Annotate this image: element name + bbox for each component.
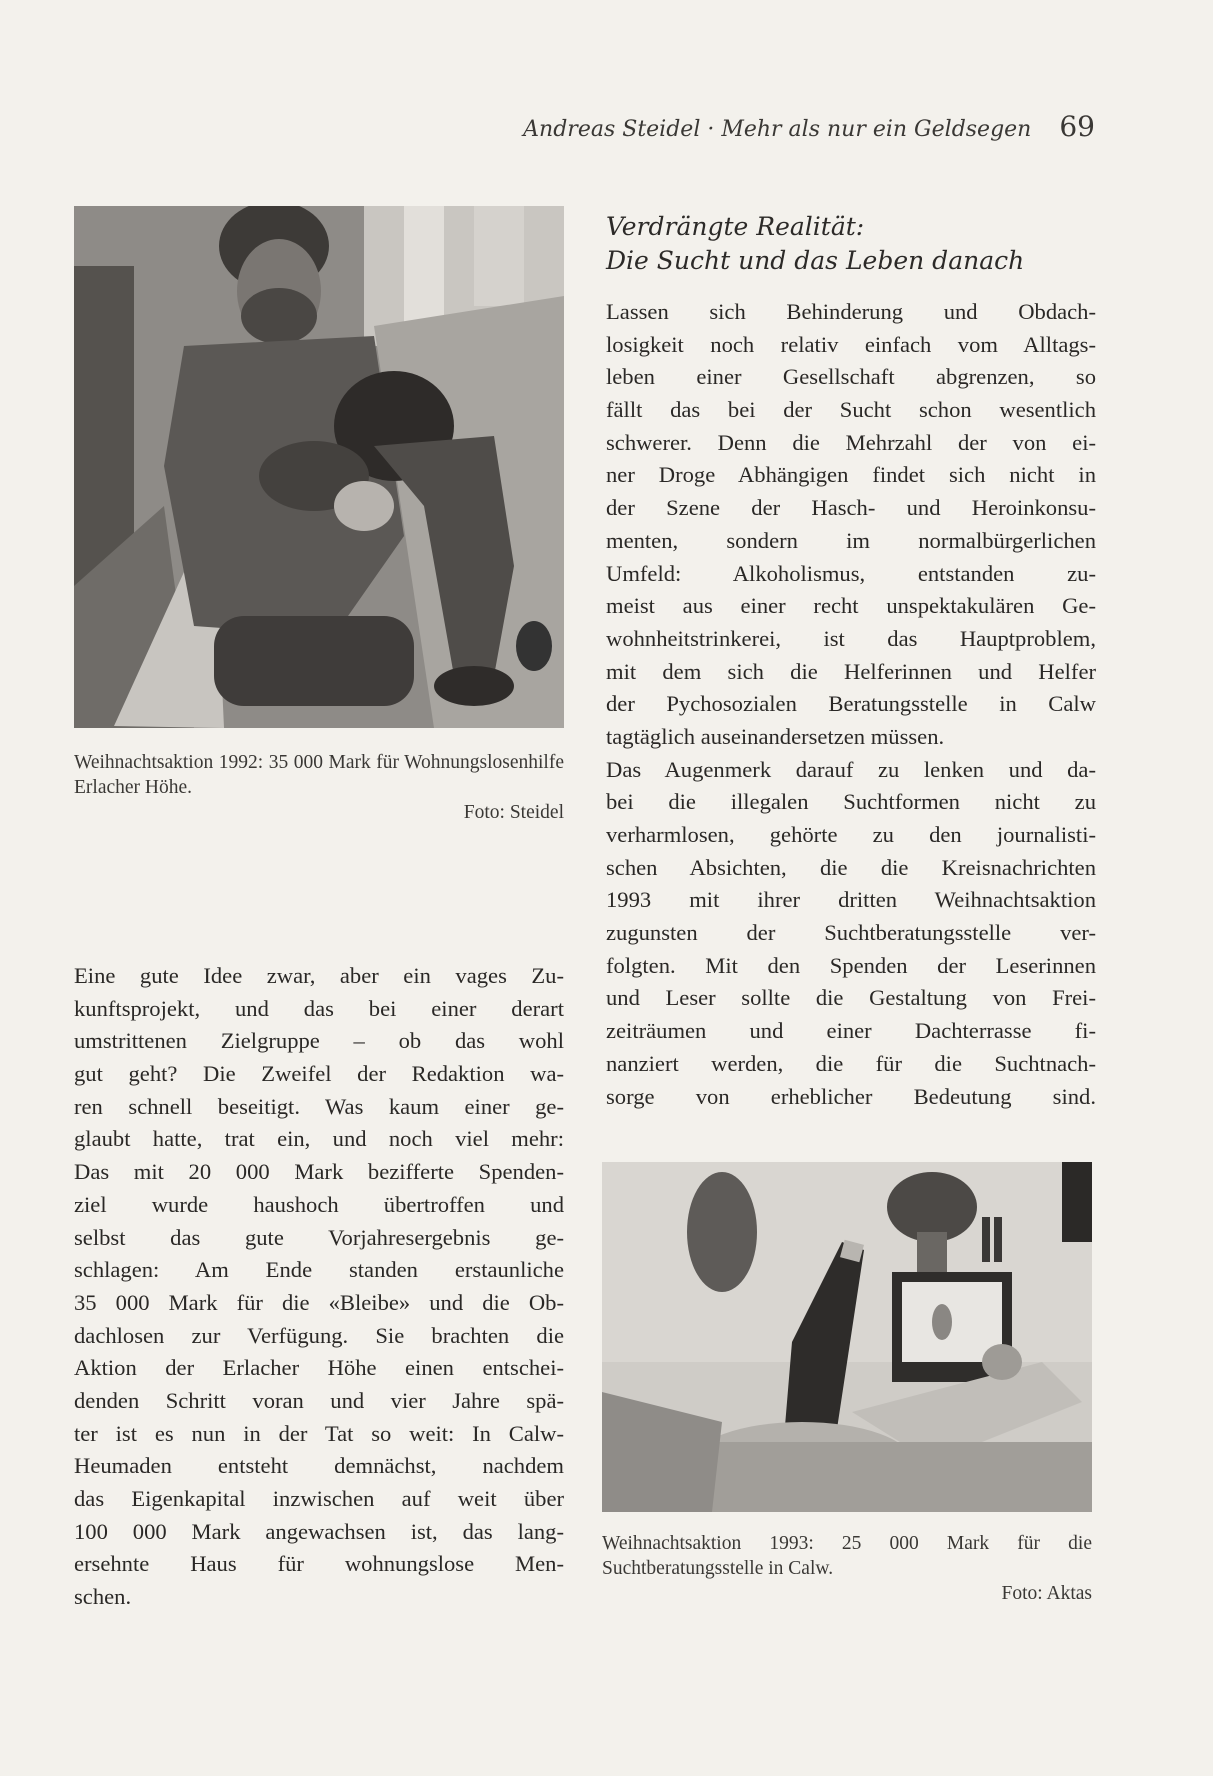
text-line: gut geht? Die Zweifel der Redaktion wa-	[74, 1061, 564, 1087]
text-line: Das Augenmerk darauf zu lenken und da-	[606, 756, 1096, 782]
text-line: kunftsprojekt, und das bei einer derart	[74, 995, 564, 1021]
section-heading-line1: Verdrängte Realität:	[606, 212, 865, 241]
text-line: sorge von erheblicher Bedeutung sind.	[606, 1083, 1096, 1109]
text-line: zugunsten der Suchtberatungsstelle ver-	[606, 920, 1096, 946]
text-line: wohnheitstrinkerei, ist das Hauptproblem,	[606, 625, 1096, 651]
text-line: und Leser sollte die Gestaltung von Frei-	[606, 985, 1096, 1011]
text-line: losigkeit noch relativ einfach vom Alltags-	[606, 331, 1096, 357]
text-line: ter ist es nun in der Tat so weit: In Calw-	[74, 1420, 564, 1446]
text-line: Das mit 20 000 Mark bezifferte Spenden-	[74, 1159, 564, 1185]
text-line: 1993 mit ihrer dritten Weihnachtsaktion	[606, 887, 1096, 913]
text-line: das Eigenkapital inzwischen auf weit über	[74, 1486, 564, 1511]
text-line: nanziert werden, die für die Suchtnach-	[606, 1050, 1096, 1076]
text-line: bei die illegalen Suchtformen nicht zu	[606, 789, 1096, 815]
text-line: schlagen: Am Ende standen erstaunliche	[74, 1257, 564, 1283]
text-line: glaubt hatte, trat ein, und noch viel mehr:	[74, 1126, 564, 1152]
text-line: menten, sondern im normalbürgerlichen	[606, 527, 1096, 553]
photo1-caption	[74, 750, 564, 825]
text-line: Heumaden entsteht demnächst, nachdem	[74, 1453, 564, 1479]
photo2-caption-text: Weihnachtsaktion 1993: 25 000 Mark für die Suchtberatungsstelle in Calw.	[602, 1533, 1092, 1579]
text-line: mit dem sich die Helferinnen und Helfer	[606, 658, 1096, 684]
photo-homeless-man-with-dog	[74, 206, 564, 728]
photo-bottle-and-tv	[602, 1162, 1092, 1512]
right-column-text	[606, 296, 1096, 1113]
text-line: folgten. Mit den Spenden der Leserinnen	[606, 952, 1096, 978]
running-header	[520, 110, 1095, 143]
text-line: schen Absichten, die die Kreisnachrichten	[606, 854, 1096, 880]
text-line: tagtäglich auseinandersetzen müssen.	[606, 723, 945, 749]
text-line: schen.	[74, 1584, 132, 1610]
text-line: zeiträumen und einer Dachterrasse fi-	[606, 1018, 1096, 1044]
photo2-credit: Foto: Aktas	[1001, 1583, 1092, 1604]
text-line: der Szene der Hasch- und Heroinkonsu-	[606, 495, 1096, 521]
text-line: schwerer. Denn die Mehrzahl der von ei-	[606, 429, 1096, 455]
text-line: ziel wurde haushoch übertroffen und	[74, 1191, 564, 1217]
text-line: ren schnell beseitigt. Was kaum einer ge-	[74, 1093, 564, 1119]
section-heading	[606, 210, 1096, 278]
text-line: Umfeld: Alkoholismus, entstanden zu-	[606, 560, 1096, 586]
photo2-caption	[602, 1531, 1092, 1606]
text-line: Lassen sich Behinderung und Obdach-	[606, 299, 1096, 324]
text-line: denden Schritt voran und vier Jahre spä-	[74, 1387, 564, 1413]
text-line: fällt das bei der Sucht schon wesentlich	[606, 397, 1096, 423]
text-line: 100 000 Mark angewachsen ist, das lang-	[74, 1518, 564, 1544]
text-line: der Pychosozialen Beratungsstelle in Calw	[606, 691, 1096, 717]
page-number: 69	[1059, 110, 1095, 143]
text-line: selbst das gute Vorjahresergebnis ge-	[74, 1224, 564, 1250]
text-line: dachlosen zur Verfügung. Sie brachten die	[74, 1322, 564, 1348]
text-line: verharmlosen, gehörte zu den journalisti-	[606, 822, 1096, 847]
photo1-caption-text: Weihnachtsaktion 1992: 35 000 Mark für Wohnungslosenhilfe Erlacher Höhe.	[74, 752, 564, 798]
running-title: Andreas Steidel · Mehr als nur ein Geldsegen	[523, 117, 1032, 142]
text-line: Aktion der Erlacher Höhe einen entschei-	[74, 1355, 564, 1381]
left-column-text	[74, 960, 564, 1614]
text-line: leben einer Gesellschaft abgrenzen, so	[606, 364, 1096, 390]
text-line: umstrittenen Zielgruppe – ob das wohl	[74, 1028, 564, 1054]
text-line: Eine gute Idee zwar, aber ein vages Zu-	[74, 963, 564, 988]
text-line: meist aus einer recht unspektakulären Ge-	[606, 593, 1096, 619]
text-line: ersehnte Haus für wohnungslose Men-	[74, 1551, 564, 1577]
text-line: 35 000 Mark für die «Bleibe» und die Ob-	[74, 1289, 564, 1315]
photo1-credit: Foto: Steidel	[463, 802, 564, 823]
section-heading-line2: Die Sucht und das Leben danach	[606, 246, 1025, 275]
text-line: ner Droge Abhängigen findet sich nicht in	[606, 462, 1096, 488]
